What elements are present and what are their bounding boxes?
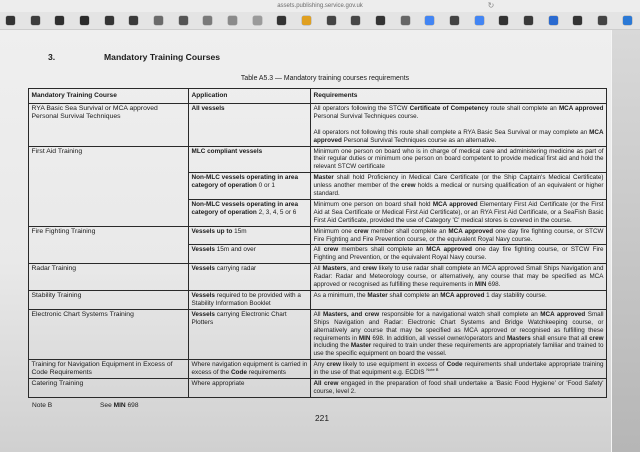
bold-text-run: All vessels	[191, 105, 225, 112]
text-run: 1 day stability course.	[484, 292, 547, 300]
text-run: 15m	[232, 227, 247, 235]
bold-text-run: Code	[446, 361, 463, 369]
application-cell	[189, 173, 311, 200]
table-row	[29, 309, 607, 359]
table-row	[29, 146, 607, 173]
table-caption: Table A5.3 — Mandatory training courses requirements	[240, 75, 410, 82]
text-run: one day fire fighting course, or STCW Fire Fighting and Fire Prevention course, or the equivalent Royal Navy course.	[313, 227, 604, 243]
bold-text-run: Masters, and crew	[323, 310, 380, 318]
table-row	[29, 226, 607, 245]
header-row	[29, 89, 607, 104]
requirement-paragraph	[314, 148, 604, 172]
bold-text-run: MIN	[358, 334, 371, 342]
requirement-paragraph	[314, 292, 604, 300]
bold-text-run: Non-MLC vessels operating in area category of operation	[191, 200, 299, 216]
application-cell	[189, 199, 311, 226]
table-row	[29, 379, 607, 398]
text-run: All	[313, 246, 324, 254]
text-run: engaged in the preparation of food shall undertake a 'Basic Food Hygiene' or 'Food Safety' course, level 2.	[313, 380, 604, 395]
bold-text-run: MCA approved	[540, 310, 586, 318]
bold-text-run: Certificate of Competency	[409, 105, 489, 112]
bold-text-run: MCA approved	[558, 105, 604, 112]
document-page	[0, 30, 611, 452]
requirement-paragraph	[314, 361, 604, 377]
requirement-paragraph	[314, 174, 604, 198]
requirement-paragraph	[314, 228, 604, 244]
requirement-paragraph	[314, 201, 604, 225]
bold-text-run: crew	[326, 361, 341, 369]
bookmark-favicon-icon[interactable]	[129, 16, 138, 25]
text-run: All operators following the STCW	[313, 105, 410, 112]
requirements-cell	[311, 379, 607, 398]
table-row	[29, 264, 607, 291]
bookmarks-list	[6, 13, 632, 28]
text-run: Any	[313, 361, 327, 369]
text-run: including the	[313, 342, 351, 350]
requirements-cell	[311, 173, 607, 200]
application-cell	[189, 245, 311, 264]
course-name-cell: Radar Training	[29, 264, 189, 291]
bookmark-favicon-icon[interactable]	[179, 16, 188, 25]
table-row	[29, 360, 607, 379]
text-run: carrying Electronic Chart Plotters	[191, 310, 287, 326]
requirements-cell	[311, 291, 607, 310]
bold-text-run: MCA approved	[432, 200, 478, 208]
application-cell	[189, 379, 311, 398]
bold-text-run: Vessels	[191, 265, 215, 273]
reload-icon[interactable]	[486, 0, 496, 11]
text-run: 15m and over	[214, 246, 256, 254]
note-label: Note B	[32, 401, 53, 409]
bookmark-favicon-icon[interactable]	[475, 16, 484, 25]
bold-text-run: Code	[230, 369, 247, 377]
text-run: carrying radar	[214, 265, 257, 273]
text-run: shall hold Proficiency in Medical Care Certificate (or the Ship Captain's Medical Certificate) unless another member of the	[313, 174, 604, 190]
bookmark-favicon-icon[interactable]	[154, 16, 163, 25]
text-run: 0 or 1	[256, 182, 275, 190]
bookmark-favicon-icon[interactable]	[351, 16, 360, 25]
bookmark-favicon-icon[interactable]	[31, 16, 40, 25]
bold-text-run: All crew	[313, 380, 339, 388]
bold-text-run: Masters	[506, 334, 531, 342]
bold-text-run: Vessels	[191, 310, 215, 318]
text-run: 698. In addition, all vessel owner/operators and	[370, 334, 507, 342]
bold-text-run: Vessels	[191, 246, 215, 254]
bookmark-favicon-icon[interactable]	[277, 16, 286, 25]
text-run: Where appropriate	[191, 380, 245, 388]
bookmark-favicon-icon[interactable]	[55, 16, 64, 25]
bold-text-run: MIN	[474, 281, 487, 289]
text-run: holds a medical or nursing qualification of an equivalent or higher standard.	[313, 182, 604, 198]
section-title: Mandatory Training Courses	[104, 52, 221, 62]
text-run: one day fire fighting course, or STCW Fire Fighting and Prevention, or the equivalent Royal Navy course.	[313, 246, 604, 262]
bold-text-run: Master	[367, 292, 388, 300]
bookmark-favicon-icon[interactable]	[623, 16, 632, 25]
requirement-paragraph	[314, 265, 604, 289]
requirements-cell	[311, 226, 607, 245]
bold-text-run: Vessels up to	[191, 227, 233, 235]
bookmark-favicon-icon[interactable]	[450, 16, 459, 25]
course-name-cell: Stability Training	[29, 291, 189, 310]
note-reference: Note B	[426, 367, 439, 373]
text-run: Personal Survival Techniques course as an alternative.	[341, 136, 497, 144]
application-cell	[189, 360, 311, 379]
text-run: Minimum one person on board shall hold	[313, 200, 433, 208]
bookmark-favicon-icon[interactable]	[203, 16, 212, 25]
bold-text-run: Master	[313, 174, 334, 182]
bold-text-run: MCA approved	[313, 128, 604, 144]
text-run: All	[313, 265, 323, 273]
course-name-cell: Catering Training	[29, 379, 189, 398]
viewer-side-panel	[611, 30, 640, 452]
text-run: 698.	[486, 281, 501, 289]
column-header-requirements: Requirements	[311, 89, 607, 104]
text-run: likely to use radar shall complete an MCA approved Small Ships Navigation and Radar: Radar and Meteorology course, or alternatively, any course that may be specified as MCA approved or recognised as fulfilling these requirements in	[313, 265, 604, 289]
course-name-cell: Fire Fighting Training	[29, 226, 189, 264]
requirements-cell	[311, 146, 607, 173]
text-run: members shall complete an	[338, 246, 427, 254]
text-run: , and	[346, 265, 363, 273]
bookmark-favicon-icon[interactable]	[549, 16, 558, 25]
bold-text-run: MCA approved	[426, 246, 472, 254]
application-cell	[189, 226, 311, 245]
text-run: route shall complete an	[488, 105, 559, 112]
table-row	[29, 104, 607, 147]
page-number: 221	[315, 412, 329, 423]
bookmark-favicon-icon[interactable]	[499, 16, 508, 25]
requirement-paragraph	[314, 129, 604, 145]
text-run: shall complete an	[387, 292, 441, 300]
course-name-cell: Electronic Chart Systems Training	[29, 309, 189, 359]
text-run: required to be provided with a Stability Information Booklet	[191, 292, 301, 307]
bold-text-run: MIN	[113, 401, 126, 409]
bold-text-run: Master	[350, 342, 372, 350]
text-run: likely to use equipment in excess of	[340, 361, 447, 369]
bookmark-favicon-icon[interactable]	[327, 16, 336, 25]
bold-text-run: Non-MLC vessels operating in area category of operation	[191, 174, 299, 190]
bold-text-run: MCA approved	[440, 292, 485, 300]
bold-text-run: crew	[354, 227, 369, 235]
bold-text-run: crew	[323, 246, 339, 254]
text-run: responsible for a navigational watch shall complete an	[379, 310, 541, 318]
column-header-application: Application	[189, 89, 311, 104]
bold-text-run: MLC compliant vessels	[191, 147, 263, 155]
bold-text-run: crew	[401, 182, 416, 190]
course-name-cell: First Aid Training	[29, 146, 189, 226]
course-name-cell: Training for Navigation Equipment in Excess of Code Requirements	[29, 360, 189, 379]
bookmark-favicon-icon[interactable]	[524, 16, 533, 25]
table-block	[28, 88, 606, 423]
application-cell	[189, 104, 311, 147]
application-cell	[189, 309, 311, 359]
bold-text-run: crew	[589, 334, 604, 342]
section-number: 3.	[48, 52, 56, 62]
bookmark-favicon-icon[interactable]	[302, 16, 311, 25]
bookmark-favicon-icon[interactable]	[105, 16, 114, 25]
requirement-paragraph	[314, 380, 604, 396]
bold-text-run: MCA approved	[448, 227, 494, 235]
column-header-course: Mandatory Training Course	[29, 89, 189, 104]
bold-text-run: Masters	[322, 265, 347, 273]
table-notes	[28, 402, 606, 410]
bookmark-favicon-icon[interactable]	[376, 16, 385, 25]
requirements-cell	[311, 245, 607, 264]
requirements-cell	[311, 309, 607, 359]
browser-address-bar	[0, 0, 640, 12]
requirement-paragraph	[314, 246, 604, 262]
text-run: 698	[125, 401, 139, 409]
bookmark-favicon-icon[interactable]	[228, 16, 237, 25]
application-cell	[189, 146, 311, 173]
requirement-paragraph	[314, 105, 604, 121]
requirements-cell	[311, 360, 607, 379]
text-run: All	[313, 310, 324, 318]
text-run: shall ensure that all	[530, 334, 590, 342]
text-run: requirements shall undertake appropriate training in the use of that equipment e.g. ECDIS	[313, 361, 604, 377]
application-cell	[189, 264, 311, 291]
text-run: See	[100, 401, 114, 409]
requirement-paragraph	[314, 311, 604, 358]
text-run: All operators not following this route shall complete a RYA Basic Sea Survival or may complete an	[313, 128, 590, 136]
table-header	[29, 89, 607, 104]
table-body	[29, 104, 607, 398]
bookmark-favicon-icon[interactable]	[80, 16, 89, 25]
bold-text-run: crew	[362, 265, 377, 273]
bookmark-favicon-icon[interactable]	[6, 16, 15, 25]
requirements-cell	[311, 199, 607, 226]
text-run: Minimum one person on board who is in charge of medical care and administering medicine as part of their regular duties or minimum one person on board competent to provide medical first aid and hold the relevant STCW certificate	[313, 147, 604, 171]
requirements-table	[28, 88, 607, 398]
text-run: 2, 3, 4, 5 or 6	[256, 208, 297, 216]
text-run: Elementary First Aid Certificate (or the First Aid at Sea Certificate or Medical First Aid Certificate), or an RYA First Aid Certificate, or a SeaFish Basic First Aid Certificate, provided the use of Category 'C' medical stores is covered in the course.	[313, 200, 604, 224]
text-run: Small Ships Navigation and Radar: Electronic Chart Systems and Bridge Watchkeeping course, or alternatively any course that may be specified as MCA approved or recognised as fulfilling these requirements in	[313, 310, 604, 342]
text-run: required to train under these requirements are appropriately familiar and trained to use the specific equipment on board the vessel.	[313, 342, 604, 358]
text-run: Personal Survival Techniques course.	[313, 112, 419, 120]
requirements-cell	[311, 264, 607, 291]
bookmark-favicon-icon[interactable]	[425, 16, 434, 25]
bold-text-run: Vessels	[191, 292, 215, 300]
bookmark-favicon-icon[interactable]	[573, 16, 582, 25]
text-run: requirements	[246, 369, 286, 377]
text-run: member shall complete an	[368, 227, 449, 235]
url-display[interactable]: assets.publishing.service.gov.uk	[277, 2, 363, 9]
text-run: Where navigation equipment is carried in excess of the	[191, 361, 308, 377]
table-row	[29, 291, 607, 310]
bookmark-favicon-icon[interactable]	[401, 16, 410, 25]
application-cell	[189, 291, 311, 310]
requirements-cell	[311, 104, 607, 147]
text-run: As a minimum, the	[313, 292, 368, 300]
course-name-cell: RYA Basic Sea Survival or MCA approved Personal Survival Techniques	[29, 104, 189, 147]
bookmark-favicon-icon[interactable]	[598, 16, 607, 25]
note-text	[100, 402, 139, 410]
bookmark-favicon-icon[interactable]	[253, 16, 262, 25]
text-run: Minimum one	[313, 227, 355, 235]
